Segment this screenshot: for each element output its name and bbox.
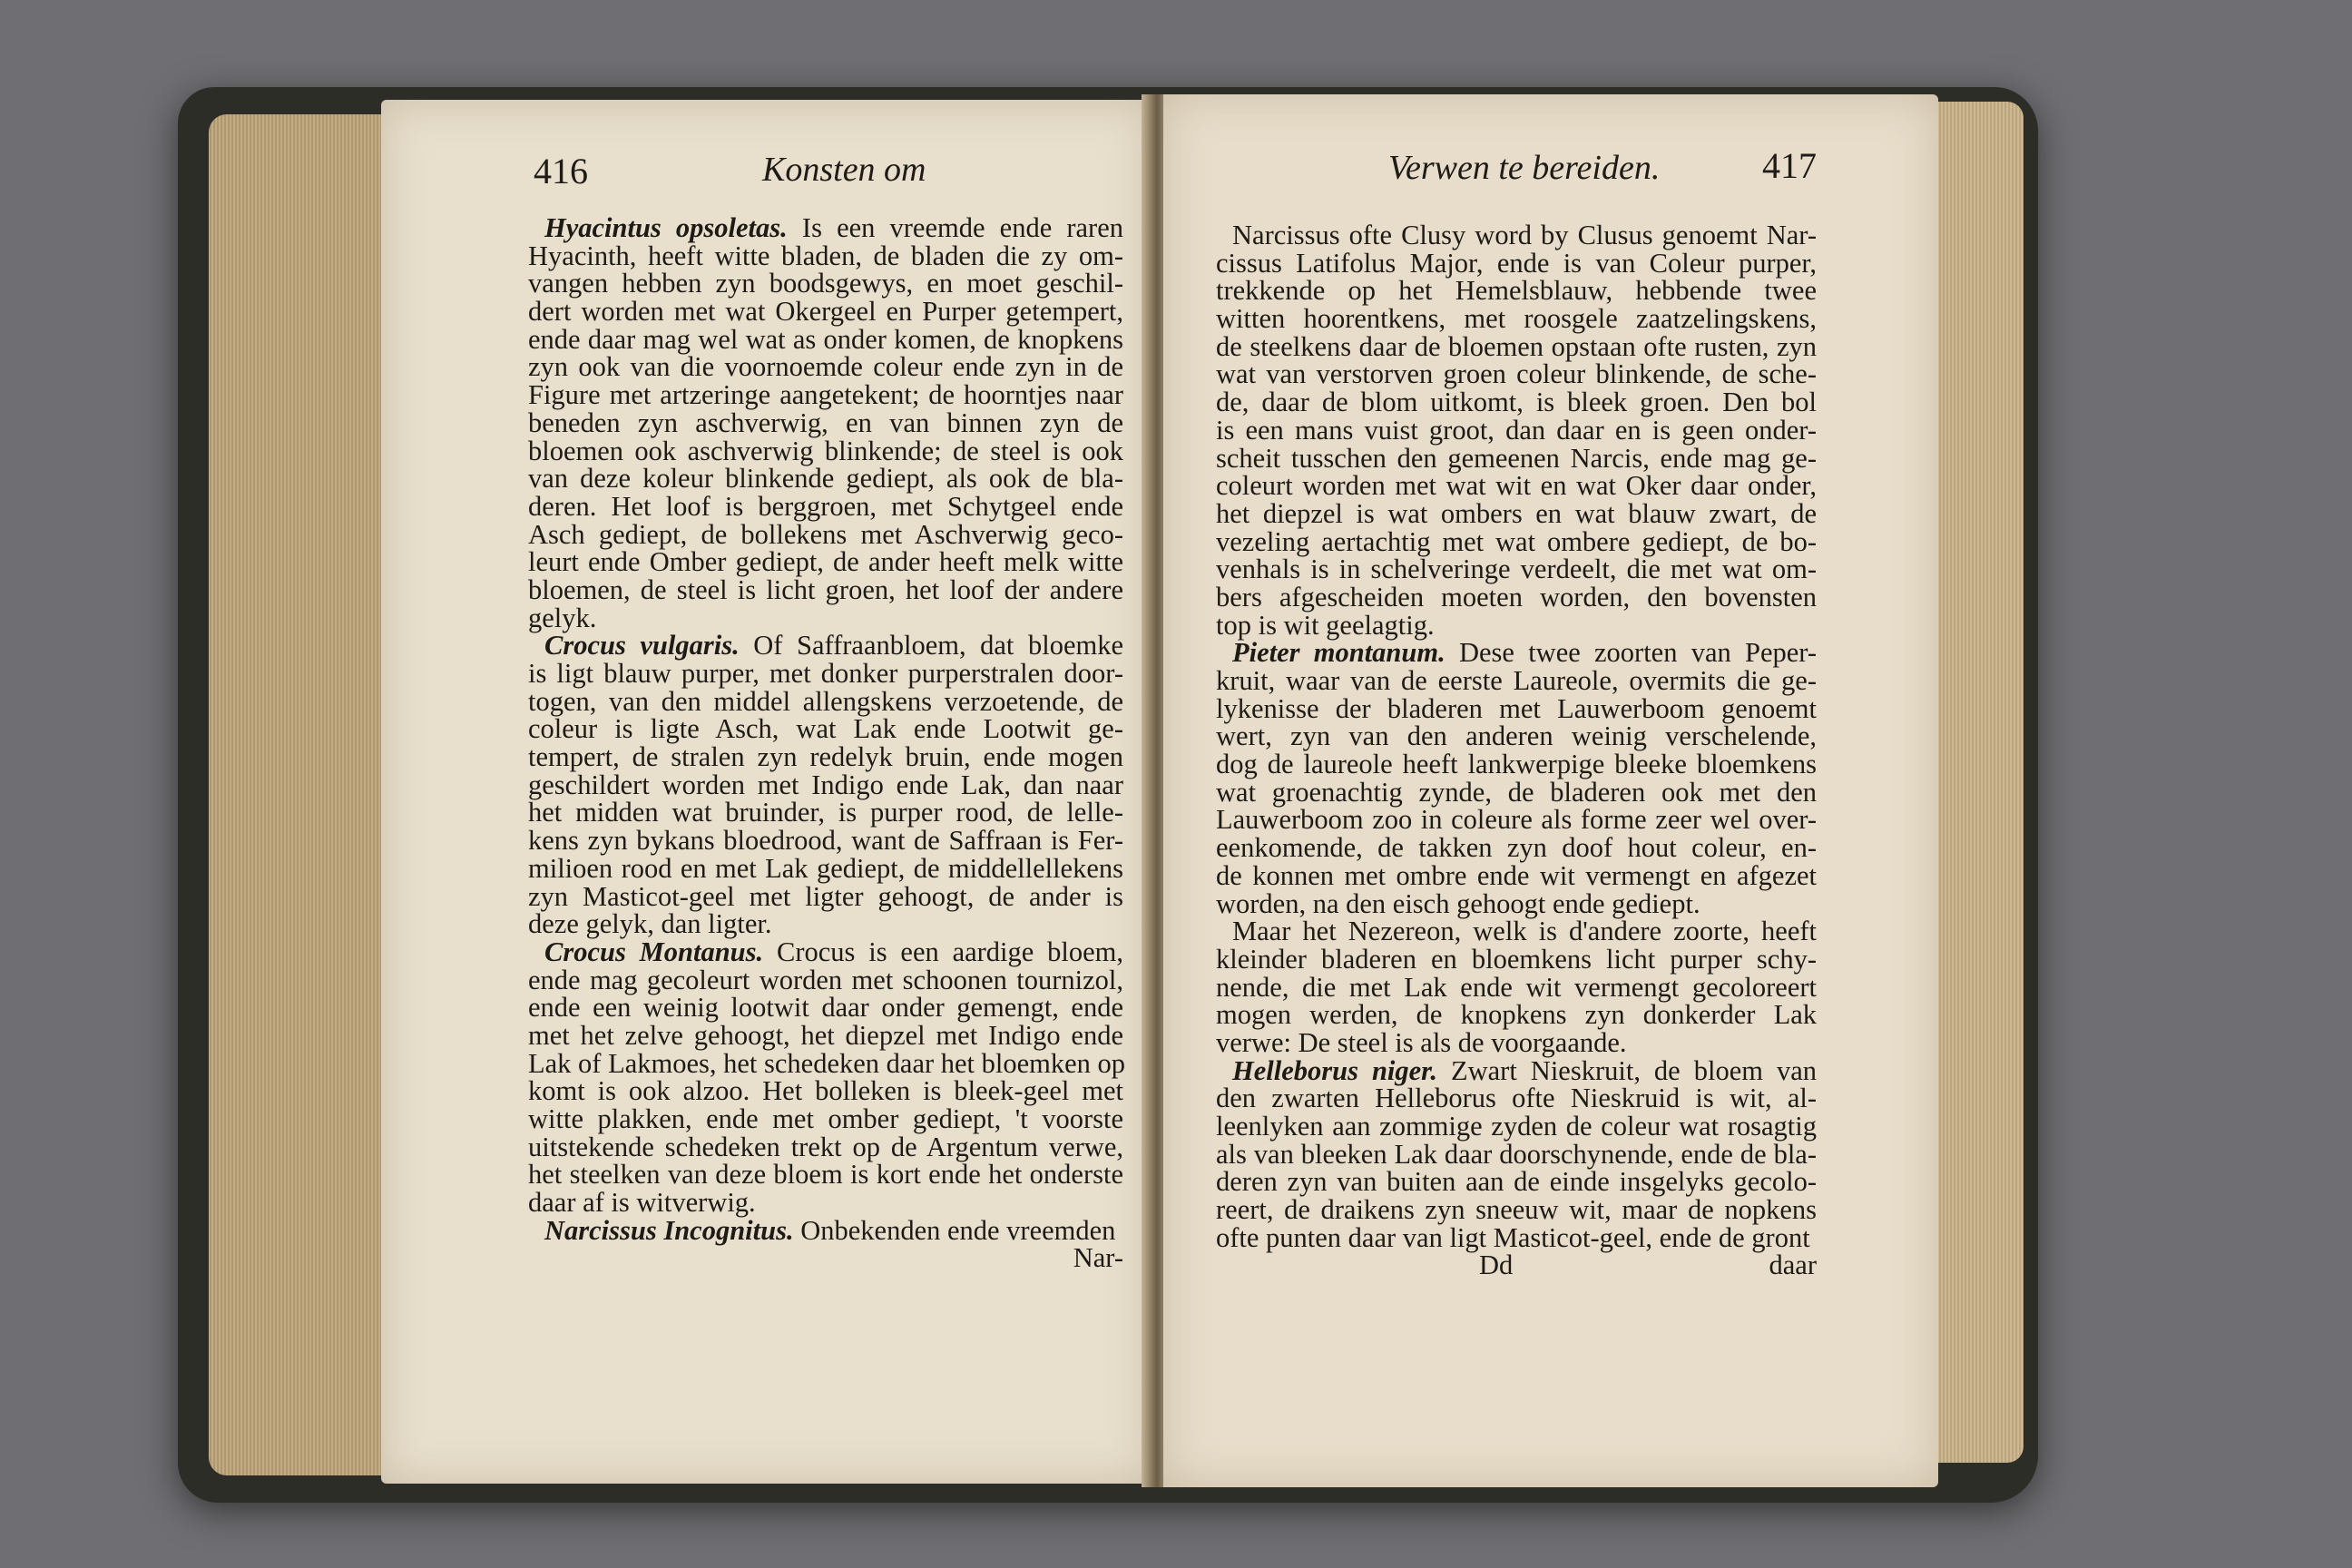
text-line: [1216, 1221, 1817, 1253]
line-text: togen, van den middel allengskens verzoetende, de: [528, 685, 1123, 717]
right-page-number: 417: [1762, 145, 1817, 186]
text-line: [528, 743, 1123, 771]
line-text: Is een vreemde ende raren: [787, 212, 1124, 243]
text-line: [528, 437, 1123, 466]
line-text: Figure met artzeringe aangetekent; de hoorntjes naar: [528, 379, 1123, 411]
line-text: ende mag gecoleurt worden met schoonen tournizol,: [528, 964, 1123, 995]
line-text: bers afgescheiden moeten worden, den bovensten: [1216, 581, 1817, 612]
text-line: [528, 604, 1123, 632]
line-text: gelyk.: [528, 602, 597, 633]
text-line: [528, 214, 1123, 242]
text-line: [528, 490, 1123, 522]
text-line: [1216, 277, 1817, 305]
catchword: daar: [1769, 1250, 1817, 1281]
left-page: [381, 100, 1151, 1484]
line-text: Of Saffraanbloem, dat bloemke: [739, 630, 1123, 662]
line-text: cissus Latifolus Major, ende is van Coleur purper,: [1216, 247, 1817, 279]
text-line: [1216, 806, 1817, 834]
text-line: [528, 1189, 1123, 1217]
line-text: vezeling aertachtig met wat ombere gediept, de bo-: [1216, 525, 1817, 557]
text-line: [1216, 722, 1817, 750]
text-line: [528, 994, 1123, 1022]
text-line: [528, 270, 1123, 298]
line-text: Narcissus ofte Clusy word by Clusus genoemt Nar-: [1232, 220, 1817, 250]
text-line: [1216, 525, 1817, 557]
line-text: vangen hebben zyn boodsgewys, en moet geschil-: [528, 268, 1123, 299]
text-line: [1216, 221, 1817, 250]
text-line: [528, 573, 1123, 605]
line-text: Lak of Lakmoes, het schedeken daar het bloemken op: [528, 1047, 1126, 1079]
line-text: ende een weinig lootwit daar onder gemengt, ende: [528, 992, 1123, 1024]
entry-name: Pieter montanum.: [1232, 637, 1446, 669]
line-text: nende, die met Lak ende wit vermengt gecoloreert: [1216, 971, 1817, 1003]
line-text: wat van verstorven groen coleur blinkende, de sche-: [1216, 358, 1817, 390]
text-line: [1216, 442, 1817, 474]
text-line: [1216, 472, 1817, 500]
line-text: witte plakken, ende met omber gediept, 't voorste: [528, 1103, 1123, 1134]
text-line: [528, 966, 1123, 995]
line-text: bloemen, de steel is licht groen, het loof der andere: [528, 573, 1123, 605]
text-line: [1216, 971, 1817, 1003]
text-line: [528, 323, 1123, 355]
line-text: leurt ende Omber gediept, de ander heeft melk witte: [528, 546, 1123, 578]
text-line: [528, 910, 1123, 938]
text-line: [528, 660, 1123, 688]
line-text: bloemen ook aschverwig blinkende; de steel is ook: [528, 435, 1123, 466]
line-text: trekkende op het Hemelsblauw, hebbende twee: [1216, 275, 1817, 307]
line-text: venhals is in schelveringe verdeelt, die met wat om-: [1216, 554, 1817, 585]
left-running-head: [381, 150, 1151, 204]
text-line: [1216, 1084, 1817, 1112]
text-line: [528, 1133, 1123, 1161]
line-text: top is wit geelagtig.: [1216, 609, 1435, 641]
line-text: geschildert worden met Indigo ende Lak, dan naar: [528, 769, 1123, 800]
line-text: dog de laureole heeft lankwerpige bleeke bloemkens: [1216, 749, 1817, 780]
line-text: verwe: De steel is als de voorgaande.: [1216, 1026, 1627, 1058]
text-line: [1216, 330, 1817, 362]
line-text: ende daar mag wel wat as onder komen, de knopkens: [528, 323, 1123, 355]
left-text-body: [528, 212, 1126, 1274]
text-line: [528, 880, 1123, 912]
line-text: de steelkens daar de bloemen opstaan ofte rusten, zyn: [1216, 330, 1817, 362]
text-line: [1216, 692, 1817, 724]
entry-name: Helleborus niger.: [1232, 1054, 1437, 1086]
text-line: [1216, 1001, 1817, 1029]
line-text: coleur is ligte Asch, wat Lak ende Lootwit ge-: [528, 713, 1123, 745]
text-line: [1216, 1196, 1817, 1224]
right-running-title: Verwen te bereiden.: [1388, 149, 1661, 187]
text-line: [1216, 416, 1817, 445]
text-line: [528, 465, 1123, 493]
line-text: met het zelve gehoogt, het diepzel met Indigo ende: [528, 1019, 1123, 1051]
entry-name: Narcissus Incognitus.: [544, 1214, 794, 1246]
line-text: mogen werden, de knopkens zyn donkerder Lak: [1216, 999, 1817, 1031]
text-line: [1216, 859, 1817, 891]
line-text: coleurt worden met wat wit en wat Oker daar onder,: [1216, 470, 1817, 502]
line-text: zyn Masticot-geel met ligter gehoogt, de ander is: [528, 880, 1123, 912]
text-line: [1216, 943, 1817, 975]
line-text: tempert, de stralen zyn redelyk bruin, ende mogen: [528, 741, 1123, 773]
entry-name: Crocus Montanus.: [544, 936, 764, 967]
text-line: [528, 1047, 1126, 1079]
catchword-line: [528, 1244, 1123, 1272]
text-line: [1216, 1168, 1817, 1196]
line-text: Lauwerboom zoo in coleure als forme zeer wel over-: [1216, 804, 1817, 836]
line-text: zyn ook van die voornoemde coleur ende zyn in de: [528, 351, 1123, 383]
text-line: [528, 381, 1123, 409]
line-text: de, daar de blom uitkomt, is bleek groen. Den bol: [1216, 387, 1817, 418]
line-text: eenkomende, de takken zyn doof hout coleur, en-: [1216, 832, 1817, 864]
line-text: den zwarten Helleborus ofte Nieskruid is wit, al-: [1216, 1083, 1817, 1114]
text-line: [1216, 247, 1817, 279]
text-line: [528, 632, 1123, 660]
line-text: wert, zyn van den anderen weinig verschelende,: [1216, 720, 1817, 752]
text-line: [528, 938, 1123, 966]
right-page: [1163, 94, 1938, 1487]
text-line: [1216, 1026, 1817, 1058]
text-line: [528, 1105, 1123, 1133]
text-line: [1216, 1054, 1817, 1086]
line-text: leenlyken aan zommige zyden de coleur wat rosagtig: [1216, 1111, 1817, 1142]
text-line: [1216, 776, 1817, 808]
text-line: [528, 685, 1123, 717]
text-line: [1216, 834, 1817, 862]
line-text: Hyacinth, heeft witte bladen, de bladen die zy om-: [528, 240, 1123, 271]
text-line: [1216, 1138, 1817, 1170]
line-text: is ligt blauw purper, met donker purperstralen door-: [528, 658, 1123, 689]
text-line: [528, 353, 1123, 381]
line-text: deren zyn van buiten aan de einde insgelyks gecolo-: [1216, 1166, 1817, 1198]
text-line: [1216, 750, 1817, 779]
line-text: Dese twee zoorten van Peper-: [1445, 637, 1817, 669]
line-text: lykenisse der bladeren met Lauwerboom genoemt: [1216, 692, 1817, 724]
line-text: de konnen met ombre ende wit vermengt en afgezet: [1216, 859, 1817, 891]
line-text: deze gelyk, dan ligter.: [528, 908, 772, 940]
left-page-edges: [209, 114, 390, 1475]
line-text: van deze koleur blinkende gediept, als ook de bla-: [528, 463, 1123, 495]
line-text: het diepzel is wat ombers en wat blauw zwart, de: [1216, 497, 1817, 529]
text-line: [1216, 555, 1817, 583]
line-text: ofte punten daar van ligt Masticot-geel, ende de gront: [1216, 1221, 1810, 1253]
line-text: als van bleeken Lak daar doorschynende, ende de bla-: [1216, 1138, 1817, 1170]
text-line: [1216, 639, 1817, 667]
text-line: [528, 518, 1123, 550]
text-line: [1216, 887, 1817, 919]
text-line: [528, 799, 1123, 827]
line-text: het midden wat bruinder, is purper rood, de lelle-: [528, 797, 1123, 828]
line-text: reert, de draikens zyn sneeuw wit, maar de nopkens: [1216, 1194, 1817, 1226]
right-text-body: [1216, 221, 1817, 1279]
line-text: dert worden met wat Okergeel en Purper getempert,: [528, 296, 1123, 328]
line-text: scheit tusschen den gemeenen Narcis, ende mag ge-: [1216, 442, 1817, 474]
line-text: het steelken van deze bloem is kort ende het onderste: [528, 1159, 1123, 1191]
text-line: [528, 771, 1123, 799]
line-text: Asch gediept, de bollekens met Aschverwig geco-: [528, 518, 1123, 550]
text-line: [1216, 497, 1817, 529]
line-text: is een mans vuist groot, dan daar en is geen onder-: [1216, 414, 1817, 446]
line-text: Zwart Nieskruit, de bloem van: [1436, 1054, 1817, 1086]
signature-mark: Dd: [1479, 1250, 1514, 1281]
line-text: Crocus is een aardige bloem,: [763, 936, 1124, 967]
text-line: [1216, 388, 1817, 416]
line-text: komt is ook alzoo. Het bolleken is bleek-geel met: [528, 1075, 1123, 1107]
line-text: kleinder bladeren en bloemkens licht purper schy-: [1216, 943, 1817, 975]
text-line: [528, 409, 1123, 437]
text-line: [528, 852, 1123, 884]
line-text: kens zyn bykans bloedrood, want de Saffraan is Fer-: [528, 825, 1123, 857]
entry-name: Hyacintus opsoletas.: [544, 212, 788, 243]
text-line: [1216, 360, 1817, 388]
text-line: [1216, 583, 1817, 612]
line-text: beneden zyn aschverwig, en van binnen zyn de: [528, 407, 1123, 438]
text-line: [528, 548, 1123, 576]
text-line: [528, 827, 1123, 855]
text-line: [1216, 1112, 1817, 1141]
line-text: milioen rood en met Lak gediept, de middellellekens: [528, 852, 1123, 884]
line-text: deren. Het loof is berggroen, met Schytgeel ende: [528, 490, 1123, 522]
line-text: witten hoorentkens, met roosgele zaatzelingskens,: [1216, 303, 1817, 335]
line-text: uitstekende schedeken trekt op de Argentum verwe,: [528, 1131, 1123, 1162]
catchword: Nar-: [1073, 1242, 1123, 1274]
text-line: [528, 1214, 1123, 1246]
left-running-title: Konsten om: [762, 151, 926, 189]
line-text: daar af is witverwig.: [528, 1187, 756, 1219]
line-text: Onbekenden ende vreemden: [793, 1214, 1116, 1246]
entry-name: Crocus vulgaris.: [544, 630, 740, 662]
text-line: [528, 242, 1123, 270]
line-text: kruit, waar van de eerste Laureole, overmits die ge-: [1216, 665, 1817, 696]
text-line: [528, 1161, 1123, 1189]
right-running-head: [1163, 144, 1938, 199]
text-line: [528, 1019, 1123, 1051]
text-line: [1216, 917, 1817, 946]
line-text: Maar het Nezereon, welk is d'andere zoorte, heeft: [1232, 916, 1817, 947]
text-line: [1216, 609, 1817, 641]
text-line: [528, 298, 1123, 326]
right-page-edges: [1924, 102, 2024, 1463]
catchword-line: [1216, 1251, 1817, 1279]
text-line: [1216, 305, 1817, 333]
line-text: worden, na den eisch gehoogt ende gediept.: [1216, 887, 1700, 919]
line-text: wat groenachtig zynde, de bladeren ook met den: [1216, 776, 1817, 808]
text-line: [1216, 667, 1817, 695]
left-page-number: 416: [534, 151, 588, 191]
text-line: [528, 715, 1123, 743]
text-line: [528, 1077, 1123, 1105]
